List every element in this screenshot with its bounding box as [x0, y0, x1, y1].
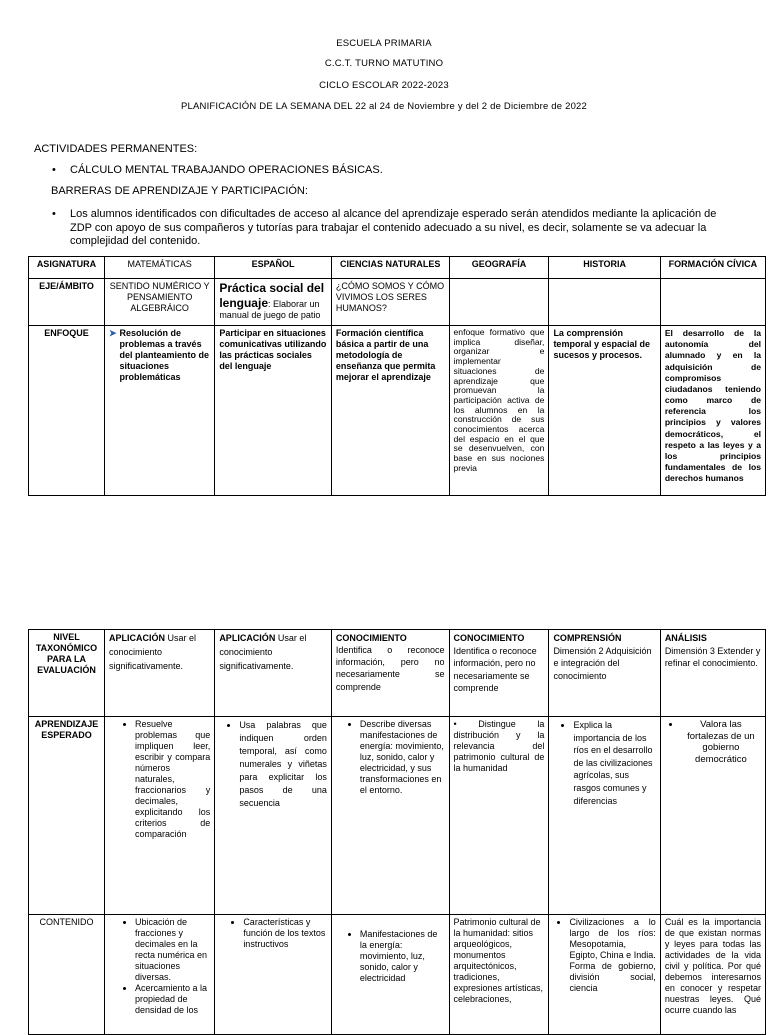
table-row: [29, 326, 766, 496]
nivel-ciencias-desc: Identifica o reconoce información, pero no necesariamente se comprende: [335, 645, 445, 692]
aprendizaje-matematicas: [104, 717, 214, 915]
enfoque-geografia: enfoque formativo que implica diseñar, organizar e implementar situaciones de aprendizaje que promuevan la participación activa de los alumnos en la construcción de sus conocimientos acerca del espacio en el que se desenvuelven, con base en sus nociones previa: [449, 326, 549, 496]
eje-ciencias: ¿CÓMO SOMOS Y CÓMO VIVIMOS LOS SERES HUMANOS?: [331, 279, 449, 326]
nivel-ciencias: [331, 630, 449, 717]
cct-line: C.C.T. TURNO MATUTINO: [324, 58, 444, 69]
eje-espanol-title: Práctica social del lenguaje: [219, 281, 325, 310]
nivel-geografia: [449, 630, 549, 717]
header-matematicas: MATEMÁTICAS: [104, 257, 214, 279]
nivel-geografia-title: CONOCIMIENTO: [453, 633, 525, 643]
contenido-matematicas: [104, 915, 214, 1035]
list-item: • Ubicación de fracciones y decimales en la recta numérica en situaciones diversas.: [135, 917, 210, 983]
nivel-matematicas-title: APLICACIÓN: [108, 633, 165, 643]
contenido-espanol: [215, 915, 332, 1035]
nivel-civica-title: ANÁLISIS: [664, 633, 707, 643]
contenido-label: CONTENIDO: [29, 915, 105, 1035]
nivel-historia: [549, 630, 660, 717]
contenido-ciencias: [331, 915, 449, 1035]
nivel-geografia-desc: Identifica o reconoce información, pero no necesariamente se comprende: [453, 645, 537, 694]
contenido-geografia: Patrimonio cultural de la humanidad: sitios arqueológicos, monumentos arquitectónicos, tradiciones, expresiones artísticas, celebraciones,: [449, 915, 549, 1035]
enfoque-matematicas-text: Resolución de problemas a través del planteamiento de situaciones problemáticas: [119, 328, 210, 382]
aprendizaje-espanol: [215, 717, 332, 915]
list-item: • Explica la importancia de los ríos en el desarrollo de las civilizaciones agrícolas, sus rasgos comunes y diferencias: [573, 719, 655, 807]
eje-label: EJE/ÁMBITO: [29, 279, 105, 326]
header-civica: FORMACIÓN CÍVICA: [660, 257, 765, 279]
list-item: • Resuelve problemas que impliquen leer, escribir y compara números naturales, fraccionarios y decimales, explicitando los criterios de comparación: [135, 719, 210, 840]
list-item: • Valora las fortalezas de un gobierno democrático: [681, 719, 761, 765]
header-geografia: GEOGRAFÍA: [449, 257, 549, 279]
contenido-civica: Cuál es la importancia de que existan normas y leyes para todas las actividades de la vida civil y política. Por qué debemos interesarnos en conocer y respetar nuestras leyes. Qué ocurre cuando las: [660, 915, 765, 1035]
table-header-row: [29, 257, 766, 279]
list-item: • Manifestaciones de la energía: movimiento, luz, sonido, calor y electricidad: [360, 929, 445, 984]
permanent-activity-text: CÁLCULO MENTAL TRABAJANDO OPERACIONES BÁSICAS.: [70, 164, 383, 176]
eje-espanol-desc: : Elaborar un manual de juego de patio: [219, 298, 321, 321]
enfoque-label: ENFOQUE: [29, 326, 105, 496]
arrow-icon: ➤: [108, 328, 117, 338]
list-item: • Acercamiento a la propiedad de densidad de los: [135, 983, 210, 1016]
eje-historia: [549, 279, 660, 326]
subjects-table: [28, 256, 766, 496]
school-name: ESCUELA PRIMARIA: [336, 38, 432, 49]
list-item: • Usa palabras que indiquen orden temporal, así como numerales y viñetas para explicitar los pasos de una secuencia: [239, 719, 327, 810]
barriers-title: BARRERAS DE APRENDIZAJE Y PARTICIPACIÓN:: [51, 185, 308, 197]
eje-espanol: [215, 279, 332, 326]
nivel-espanol-desc: Usar el conocimiento significativamente.: [219, 633, 307, 671]
table-row: [29, 717, 766, 915]
aprendizaje-geografia: • Distingue la distribución y la relevancia del patrimonio cultural de la humanidad: [449, 717, 549, 915]
permanent-activity-item: [52, 164, 383, 176]
bullet-icon: •: [52, 164, 56, 176]
enfoque-historia: La comprensión temporal y espacial de sucesos y procesos.: [549, 326, 660, 496]
eje-civica: [660, 279, 765, 326]
nivel-civica-desc: Dimensión 3 Extender y refinar el conocimiento.: [664, 645, 761, 669]
school-year: CICLO ESCOLAR 2022-2023: [319, 80, 449, 91]
header-asignatura: ASIGNATURA: [29, 257, 105, 279]
eje-geografia: [449, 279, 549, 326]
nivel-civica: [660, 630, 765, 717]
evaluation-table: [28, 629, 766, 1035]
barriers-item: [52, 208, 730, 249]
nivel-matematicas-desc: Usar el conocimiento significativamente.: [108, 633, 196, 671]
table-row: [29, 630, 766, 717]
permanent-activities-title: ACTIVIDADES PERMANENTES:: [34, 143, 198, 155]
planning-title: PLANIFICACIÓN DE LA SEMANA DEL 22 al 24 de Noviembre y del 2 de Diciembre de 2022: [180, 101, 588, 112]
nivel-matematicas: [104, 630, 214, 717]
nivel-historia-desc: Dimensión 2 Adquisición e integración del conocimiento: [553, 645, 652, 681]
header-historia: HISTORIA: [549, 257, 660, 279]
bullet-icon: •: [52, 208, 56, 220]
list-item: • Características y función de los textos instructivos: [243, 917, 327, 950]
header-ciencias: CIENCIAS NATURALES: [331, 257, 449, 279]
enfoque-ciencias: Formación científica básica a partir de una metodología de enseñanza que permita mejorar el aprendizaje: [331, 326, 449, 496]
enfoque-matematicas: [104, 326, 214, 496]
nivel-espanol: [215, 630, 332, 717]
table-row: [29, 279, 766, 326]
nivel-ciencias-title: CONOCIMIENTO: [335, 633, 407, 643]
header-espanol: ESPAÑOL: [215, 257, 332, 279]
aprendizaje-civica: [660, 717, 765, 915]
nivel-label: NIVEL TAXONÓMICO PARA LA EVALUACIÓN: [29, 630, 105, 717]
aprendizaje-historia: [549, 717, 660, 915]
barriers-text: Los alumnos identificados con dificultades de acceso al alcance del aprendizaje esperado serán atendidos mediante la aplicación de ZDP con apoyo de sus compañeros y tutorías para trabajar el contenido adecuado a su nivel, es decir, solamente se va adecuar la complejidad del contenido.: [70, 208, 717, 247]
aprendizaje-ciencias: [331, 717, 449, 915]
list-item: • Civilizaciones a lo largo de los ríos: Mesopotamia, Egipto, China e India. Forma de gobierno, división social, ciencia: [569, 917, 655, 994]
eje-matematicas: SENTIDO NUMÉRICO Y PENSAMIENTO ALGEBRÁICO: [104, 279, 214, 326]
aprendizaje-label: APRENDIZAJE ESPERADO: [29, 717, 105, 915]
nivel-historia-title: COMPRENSIÓN: [553, 633, 622, 643]
enfoque-civica: El desarrollo de la autonomía del alumnado y en la adquisición de compromisos ciudadanos teniendo como marco de referencia los principios y valores democráticos, el respeto a las leyes y a los principios fundamentales de los derechos humanos: [660, 326, 765, 496]
list-item: • Describe diversas manifestaciones de energía: movimiento, luz, sonido, calor y electricidad, y sus transformaciones en el entorno.: [360, 719, 445, 796]
contenido-historia: [549, 915, 660, 1035]
enfoque-espanol: Participar en situaciones comunicativas utilizando las prácticas sociales del lenguaje: [215, 326, 332, 496]
nivel-espanol-title: APLICACIÓN: [219, 633, 276, 643]
table-row: [29, 915, 766, 1035]
